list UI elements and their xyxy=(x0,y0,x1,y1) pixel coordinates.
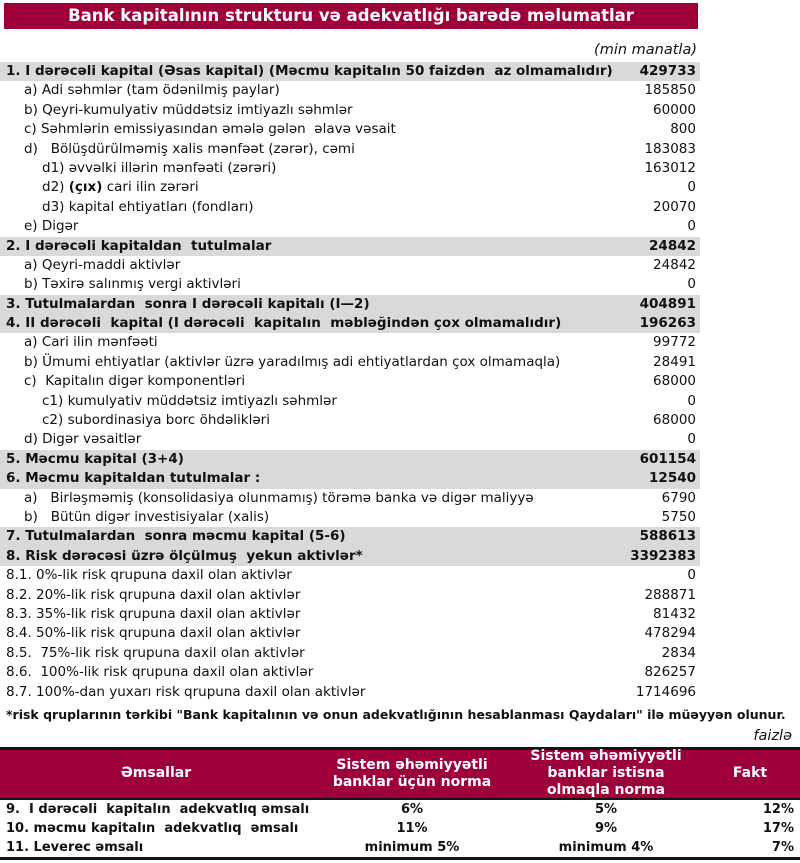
row-value: 5% xyxy=(594,801,618,817)
row-label: d1) əvvəlki illərin mənfəəti (zərəri) xyxy=(42,159,277,176)
table-row xyxy=(0,489,700,508)
row-label: 3. Tutulmalardan sonra I dərəcəli kapitalı (I—2) xyxy=(6,295,370,312)
row-label: b) Qeyri-kumulyativ müddətsiz imtiyazlı səhmlər xyxy=(24,101,353,118)
row-value: 0 xyxy=(687,392,696,409)
row-value: 196263 xyxy=(639,315,696,332)
report-page xyxy=(0,3,800,863)
row-value: 60000 xyxy=(653,101,696,118)
row-label: d3) kapital ehtiyatları (fondları) xyxy=(42,198,254,215)
table-row xyxy=(0,800,800,819)
row-value: 68000 xyxy=(653,412,696,429)
row-value: 12% xyxy=(762,801,794,817)
ratios-table xyxy=(0,747,800,860)
table-row xyxy=(0,683,700,702)
table-row xyxy=(0,586,700,605)
row-value: 0 xyxy=(687,179,696,196)
row-value: 1714696 xyxy=(635,683,696,700)
row-label: 8.7. 100%-dan yuxarı risk qrupuna daxil olan aktivlər xyxy=(6,683,366,700)
row-label: d) Digər vəsaitlər xyxy=(24,431,142,448)
table-row xyxy=(0,411,700,430)
table-row xyxy=(0,333,700,352)
table-row xyxy=(0,508,700,527)
table-row xyxy=(0,430,700,449)
row-value: 6% xyxy=(400,801,424,817)
units-note: (min manatla) xyxy=(594,42,697,58)
table-row xyxy=(0,237,700,256)
row-value: 7% xyxy=(771,839,794,855)
row-value: 6790 xyxy=(661,489,696,506)
table-row xyxy=(0,275,700,294)
row-value: minimum 5% xyxy=(364,839,460,855)
row-label: c2) subordinasiya borc öhdəlikləri xyxy=(42,412,270,429)
row-label: d) Bölüşdürülməmiş xalis mənfəət (zərər), cəmi xyxy=(24,140,355,157)
row-value: 28491 xyxy=(653,353,696,370)
table-row xyxy=(0,372,700,391)
row-label: a) Qeyri-maddi aktivlər xyxy=(24,256,181,273)
row-value: 185850 xyxy=(644,82,696,99)
row-label: 8.2. 20%-lik risk qrupuna daxil olan aktivlər xyxy=(6,586,301,603)
row-label: 4. II dərəcəli kapital (I dərəcəli kapitalın məbləğindən çox olmamalıdır) xyxy=(6,315,562,332)
row-value: 20070 xyxy=(653,198,696,215)
table-row xyxy=(0,178,700,197)
row-value: 0 xyxy=(687,431,696,448)
table-row xyxy=(0,469,700,488)
table-row xyxy=(0,547,700,566)
column-header: Sistem əhəmiyyətli banklar istisna olmaqla norma xyxy=(530,748,682,799)
row-label: e) Digər xyxy=(24,218,79,235)
row-value: 0 xyxy=(687,218,696,235)
row-value: 800 xyxy=(670,121,696,138)
risk-groups-footnote: *risk qruplarının tərkibi "Bank kapitalının və onun adekvatlığının hesablanması Qaydaları" ilə müəyyən olunur. xyxy=(6,706,786,722)
page-title: Bank kapitalının strukturu və adekvatlığı barədə məlumatlar xyxy=(4,3,698,29)
row-label: d2) (çıx) cari ilin zərəri xyxy=(42,179,199,196)
table-row xyxy=(0,624,700,643)
table-row xyxy=(0,62,700,81)
table-row xyxy=(0,81,700,100)
percent-units-note: faizlə xyxy=(753,727,792,744)
table-row xyxy=(0,663,700,682)
row-label: 1. I dərəcəli kapital (Əsas kapital) (Məcmu kapitalın 50 faizdən az olmamalıdır) xyxy=(6,63,613,79)
table-row xyxy=(0,644,700,663)
row-value: 478294 xyxy=(644,625,696,642)
row-label: a) Cari ilin mənfəəti xyxy=(24,334,158,351)
row-label: c) Səhmlərin emissiyasından əmələ gələn əlavə vəsait xyxy=(24,121,396,138)
capital-table xyxy=(0,62,700,702)
row-label: b) Ümumi ehtiyatlar (aktivlər üzrə yaradılmış adi ehtiyatlardan çox olmamaqla) xyxy=(24,353,561,370)
row-label: 9. I dərəcəli kapitalın adekvatlıq əmsalı xyxy=(6,801,310,817)
row-label: a) Birləşməmiş (konsolidasiya olunmamış) törəmə banka və digər maliyyə xyxy=(24,489,534,506)
row-value: minimum 4% xyxy=(558,839,654,855)
table-row xyxy=(0,527,700,546)
row-label: 8. Risk dərəcəsi üzrə ölçülmuş yekun aktivlər* xyxy=(6,547,363,564)
row-label: 5. Məcmu kapital (3+4) xyxy=(6,450,184,467)
row-label: 11. Leverec əmsalı xyxy=(6,839,144,855)
table-row xyxy=(0,605,700,624)
row-label: 10. məcmu kapitalın adekvatlıq əmsalı xyxy=(6,820,299,836)
table-row xyxy=(0,140,700,159)
table-row xyxy=(0,198,700,217)
row-label: c) Kapitalın digər komponentləri xyxy=(24,373,246,390)
row-value: 81432 xyxy=(653,605,696,622)
row-label: 6. Məcmu kapitaldan tutulmalar : xyxy=(6,470,261,487)
table-row xyxy=(0,256,700,275)
row-label: 8.3. 35%-lik risk qrupuna daxil olan aktivlər xyxy=(6,605,301,622)
table-row xyxy=(0,450,700,469)
ratios-table-body xyxy=(0,800,800,857)
row-value: 24842 xyxy=(649,237,696,254)
table-row xyxy=(0,314,700,333)
table-row xyxy=(0,159,700,178)
row-label: 8.1. 0%-lik risk qrupuna daxil olan aktivlər xyxy=(6,567,292,584)
row-value: 601154 xyxy=(639,450,696,467)
column-header: Əmsallar xyxy=(120,765,192,782)
row-value: 11% xyxy=(396,820,428,836)
row-label: c1) kumulyativ müddətsiz imtiyazlı səhmlər xyxy=(42,392,337,409)
row-value: 826257 xyxy=(644,664,696,681)
row-label: b) Bütün digər investisiyalar (xalis) xyxy=(24,508,270,525)
table-row xyxy=(0,101,700,120)
table-row xyxy=(0,120,700,139)
row-value: 99772 xyxy=(653,334,696,351)
row-value: 68000 xyxy=(653,373,696,390)
table-row xyxy=(0,295,700,314)
row-value: 0 xyxy=(687,276,696,293)
row-value: 5750 xyxy=(661,508,696,525)
row-label: 7. Tutulmalardan sonra məcmu kapital (5-6) xyxy=(6,528,346,545)
row-value: 404891 xyxy=(639,295,696,312)
row-value: 24842 xyxy=(653,256,696,273)
column-header: Fakt xyxy=(732,765,768,782)
table-row xyxy=(0,392,700,411)
row-value: 0 xyxy=(687,567,696,584)
row-value: 17% xyxy=(762,820,794,836)
row-value: 3392383 xyxy=(630,547,696,564)
row-label: 8.6. 100%-lik risk qrupuna daxil olan aktivlər xyxy=(6,664,314,681)
row-value: 288871 xyxy=(644,586,696,603)
table-row xyxy=(0,838,800,857)
row-value: 163012 xyxy=(644,159,696,176)
row-value: 588613 xyxy=(639,528,696,545)
table-row xyxy=(0,566,700,585)
column-header: Sistem əhəmiyyətli banklar üçün norma xyxy=(332,756,492,790)
row-value: 2834 xyxy=(661,644,696,661)
row-label: 2. I dərəcəli kapitaldan tutulmalar xyxy=(6,237,272,254)
row-label: b) Təxirə salınmış vergi aktivləri xyxy=(24,276,241,293)
row-label: a) Adi səhmlər (tam ödənilmiş paylar) xyxy=(24,82,280,99)
row-value: 429733 xyxy=(639,63,696,79)
row-value: 12540 xyxy=(649,470,696,487)
row-value: 183083 xyxy=(644,140,696,157)
table-row xyxy=(0,217,700,236)
ratios-table-header xyxy=(0,747,800,800)
row-value: 9% xyxy=(594,820,618,836)
table-row xyxy=(0,353,700,372)
row-label: 8.5. 75%-lik risk qrupuna daxil olan aktivlər xyxy=(6,644,305,661)
row-label: 8.4. 50%-lik risk qrupuna daxil olan aktivlər xyxy=(6,625,301,642)
table-row xyxy=(0,819,800,838)
